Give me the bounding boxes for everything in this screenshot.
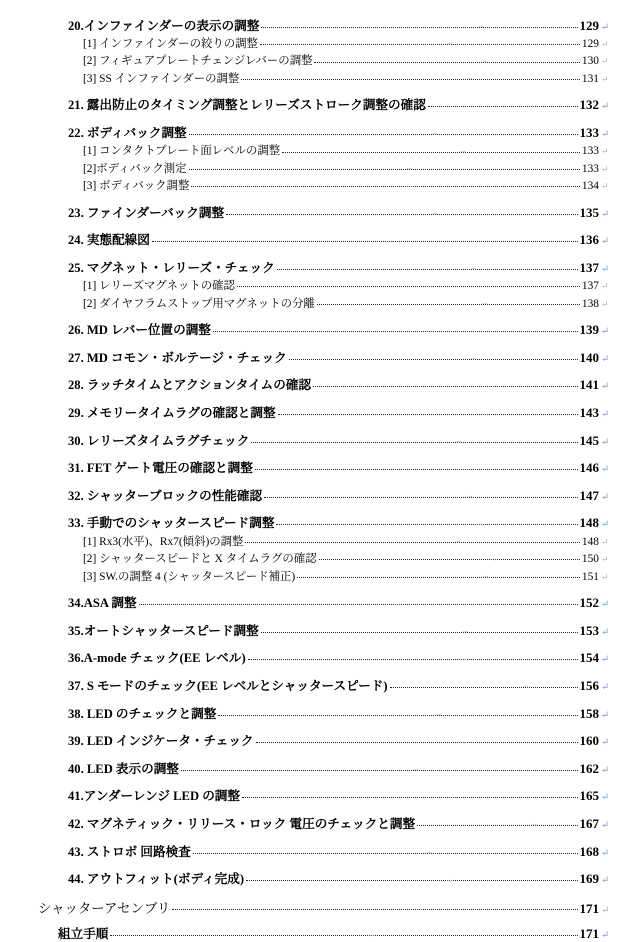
toc-entry-title: 22. ボディバック調整 <box>68 125 187 140</box>
leader-dots <box>191 186 580 187</box>
toc-entry-title: 34.ASA 調整 <box>68 596 137 611</box>
tab-arrow-icon: → <box>461 462 470 473</box>
toc-entry[interactable] <box>68 259 633 276</box>
leader-dots <box>276 524 577 525</box>
tab-arrow-icon: → <box>467 352 476 362</box>
toc-dot-leader <box>139 595 578 608</box>
leader-dots <box>237 286 580 287</box>
toc-dot-leader <box>251 432 577 445</box>
toc-page-number: 139 <box>579 322 599 338</box>
leader-dots <box>390 687 578 688</box>
toc-entry[interactable] <box>68 460 633 477</box>
toc-page-number: 135 <box>579 204 599 220</box>
toc-entry-title: 27. MD コモン・ボルテージ・チェック <box>68 350 287 365</box>
toc-entry[interactable] <box>68 595 633 612</box>
tab-arrow-icon: → <box>410 763 419 773</box>
toc-page-number: 136 <box>579 232 599 248</box>
tab-arrow-icon: → <box>476 20 485 30</box>
tab-arrow-icon: → <box>487 379 496 390</box>
toc-entry[interactable] <box>68 204 633 221</box>
tab-arrow-icon: → <box>405 179 414 190</box>
toc-page-number: 132 <box>579 97 599 113</box>
tab-arrow-icon: → <box>529 818 538 828</box>
tab-arrow-icon: → <box>464 490 473 500</box>
toc-entry-title: 組立手順 <box>58 927 109 942</box>
toc-entry-title: [2] フィギュアプレートチェンジレバーの調整 <box>83 55 313 68</box>
paragraph-return-icon: ↵ <box>601 38 609 49</box>
toc-entry[interactable] <box>83 143 633 158</box>
tab-arrow-icon: → <box>469 262 478 272</box>
toc-entry[interactable] <box>83 70 633 85</box>
toc-page-number: 134 <box>581 180 599 193</box>
toc-entry[interactable] <box>68 515 633 532</box>
toc-page-number: 152 <box>579 595 599 611</box>
toc-entry[interactable] <box>68 760 633 777</box>
toc-page-number: 154 <box>579 650 599 666</box>
toc-entry-title: 25. マグネット・レリーズ・チェック <box>68 260 275 275</box>
paragraph-return-icon: ↵ <box>601 554 609 565</box>
toc-dot-leader <box>246 871 577 884</box>
tab-arrow-icon: → <box>460 625 469 635</box>
leader-dots <box>297 577 580 578</box>
toc-entry[interactable] <box>68 622 633 639</box>
paragraph-return-icon: ↵ <box>601 847 610 859</box>
paragraph-return-icon: ↵ <box>601 409 610 421</box>
tab-arrow-icon: → <box>433 708 442 718</box>
tab-arrow-icon: → <box>479 54 488 65</box>
paragraph-return-icon: ↵ <box>601 819 610 831</box>
toc-entry-title: 33. 手動でのシャッタースピード調整 <box>68 516 275 531</box>
leader-dots <box>241 79 580 80</box>
toc-page-number: 171 <box>579 926 599 942</box>
toc-page-number: 167 <box>579 815 599 831</box>
toc-entry-title: 32. シャッターブロックの性能確認 <box>68 488 263 503</box>
toc-entry[interactable] <box>68 322 633 339</box>
toc-entry[interactable] <box>68 815 633 832</box>
leader-dots <box>260 44 580 45</box>
toc-dot-leader <box>242 788 578 801</box>
toc-entry[interactable] <box>83 278 633 293</box>
toc-dot-leader <box>261 17 577 30</box>
toc-entry-title: [3] SW.の調整 4 (シャッタースピード補正) <box>83 570 296 583</box>
toc-dot-leader <box>282 143 580 154</box>
toc-page-number: 133 <box>581 145 599 158</box>
paragraph-return-icon: ↵ <box>601 904 610 916</box>
toc-entry-title: 37. S モードのチェック(EE レベルとシャッタースピード) <box>68 678 388 693</box>
toc-dot-leader <box>417 815 577 828</box>
toc-page-number: 168 <box>579 843 599 859</box>
toc-entry-title: [3] SS インファインダーの調整 <box>83 72 240 85</box>
toc-entry[interactable] <box>68 788 633 805</box>
tab-arrow-icon: → <box>450 790 458 801</box>
toc-entry-title: 42. マグネティック・リリース・ロック 電圧のチェックと調整 <box>68 816 416 831</box>
leader-dots <box>313 386 577 387</box>
leader-dots <box>289 359 578 360</box>
paragraph-return-icon: ↵ <box>601 101 610 113</box>
tab-arrow-icon: → <box>415 902 424 913</box>
toc-dot-leader <box>241 70 580 81</box>
tab-arrow-icon: → <box>453 435 462 445</box>
tab-arrow-icon: → <box>464 72 473 82</box>
leader-dots <box>246 880 577 881</box>
tab-arrow-icon: → <box>403 162 412 172</box>
toc-dot-leader <box>226 204 577 217</box>
toc-entry[interactable] <box>68 843 633 860</box>
toc-entry-title: [2]ボディバック測定 <box>83 162 187 175</box>
toc-entry-title: 26. MD レバー位置の調整 <box>68 323 211 338</box>
toc-dot-leader <box>260 36 580 47</box>
paragraph-return-icon: ↵ <box>601 208 610 220</box>
toc-page-number: 148 <box>579 515 599 531</box>
leader-dots <box>189 169 580 170</box>
toc-dot-leader <box>152 232 578 245</box>
leader-dots <box>172 909 577 910</box>
toc-page-number: 160 <box>579 733 599 749</box>
toc-dot-leader <box>110 926 577 939</box>
tab-arrow-icon: → <box>458 652 467 663</box>
toc-entry-title: 20.インファインダーの表示の調整 <box>68 18 260 33</box>
toc-page-number: 171 <box>579 900 599 916</box>
leader-dots <box>417 825 577 826</box>
toc-page-number: 133 <box>579 124 599 140</box>
paragraph-return-icon: ↵ <box>601 436 610 448</box>
toc-dot-leader <box>256 733 578 746</box>
leader-dots <box>226 214 577 215</box>
leader-dots <box>256 742 578 743</box>
tab-arrow-icon: → <box>429 207 438 217</box>
tab-arrow-icon: → <box>445 37 454 47</box>
paragraph-return-icon: ↵ <box>601 599 610 611</box>
leader-dots <box>261 27 577 28</box>
tab-arrow-icon: → <box>393 597 402 608</box>
toc-page-number: 138 <box>581 297 599 310</box>
leader-dots <box>152 241 578 242</box>
toc-entry[interactable] <box>58 926 633 942</box>
leader-dots <box>278 414 578 415</box>
toc-entry[interactable] <box>83 551 633 566</box>
toc-entry-title: 31. FET ゲート電圧の確認と調整 <box>68 461 253 476</box>
paragraph-return-icon: ↵ <box>601 163 609 174</box>
toc-page-number: 137 <box>579 259 599 275</box>
toc-dot-leader <box>264 487 577 500</box>
paragraph-return-icon: ↵ <box>601 536 609 547</box>
leader-dots <box>110 935 577 936</box>
leader-dots <box>282 152 580 153</box>
paragraph-return-icon: ↵ <box>601 128 610 140</box>
paragraph-return-icon: ↵ <box>601 571 609 582</box>
toc-page-number: 145 <box>579 432 599 448</box>
leader-dots <box>319 559 580 560</box>
toc-entry-title: [1] レリーズマグネットの確認 <box>83 280 235 293</box>
toc-entry-title: [3] ボディバック調整 <box>83 180 190 193</box>
paragraph-return-icon: ↵ <box>601 353 610 365</box>
toc-entry[interactable] <box>68 487 633 504</box>
toc-entry[interactable] <box>68 705 633 722</box>
tab-arrow-icon: → <box>488 552 497 563</box>
toc-dot-leader <box>181 760 578 773</box>
toc-entry[interactable] <box>68 377 633 394</box>
toc-dot-leader <box>297 568 580 579</box>
leader-dots <box>242 797 578 798</box>
toc-page-number: 156 <box>579 677 599 693</box>
toc-entry[interactable] <box>83 568 633 583</box>
toc-dot-leader <box>313 377 577 390</box>
toc-dot-leader <box>390 677 578 690</box>
toc-entry[interactable] <box>68 733 633 750</box>
toc-entry-title: 35.オートシャッタースピード調整 <box>68 623 259 638</box>
leader-dots <box>428 106 578 107</box>
toc-dot-leader <box>218 705 577 718</box>
leader-dots <box>213 331 578 332</box>
paragraph-return-icon: ↵ <box>601 626 610 638</box>
paragraph-return-icon: ↵ <box>601 281 609 292</box>
paragraph-return-icon: ↵ <box>601 764 610 776</box>
leader-dots <box>317 304 580 305</box>
toc-entry[interactable] <box>68 650 633 667</box>
toc-dot-leader <box>314 53 579 64</box>
leader-dots <box>139 604 578 605</box>
toc-entry[interactable] <box>83 178 633 193</box>
toc-entry-title: [1] インファインダーの絞りの調整 <box>83 37 258 50</box>
toc-dot-leader <box>191 178 580 189</box>
toc-entry-title: 29. メモリータイムラグの確認と調整 <box>68 406 276 421</box>
toc-page-number: 137 <box>581 280 599 293</box>
leader-dots <box>261 632 578 633</box>
paragraph-return-icon: ↵ <box>601 236 610 248</box>
paragraph-return-icon: ↵ <box>601 56 609 67</box>
tab-arrow-icon: → <box>480 570 489 580</box>
toc-entry[interactable] <box>83 533 633 548</box>
leader-dots <box>189 134 578 135</box>
paragraph-return-icon: ↵ <box>601 654 610 666</box>
toc-dot-leader <box>289 349 578 362</box>
tab-arrow-icon: → <box>481 407 490 418</box>
toc-dot-leader <box>317 295 580 306</box>
paragraph-return-icon: ↵ <box>601 298 609 309</box>
toc-dot-leader <box>278 404 578 417</box>
toc-dot-leader <box>319 551 580 562</box>
toc-entry[interactable] <box>68 17 633 34</box>
toc-entry[interactable] <box>83 295 633 310</box>
toc-dot-leader <box>428 97 578 110</box>
paragraph-return-icon: ↵ <box>601 181 609 192</box>
leader-dots <box>245 542 580 543</box>
toc-entry[interactable] <box>83 36 633 51</box>
toc-entry-title: 38. LED のチェックと調整 <box>68 706 217 721</box>
toc-dot-leader <box>245 533 580 544</box>
toc-dot-leader <box>213 322 578 335</box>
toc-entry-title: [1] Rx3(水平)、Rx7(傾斜)の調整 <box>83 535 244 548</box>
leader-dots <box>248 659 578 660</box>
toc-dot-leader <box>261 622 578 635</box>
tab-arrow-icon: → <box>423 845 432 856</box>
toc-page-number: 129 <box>579 17 599 33</box>
toc-dot-leader <box>172 899 577 912</box>
toc-page-number: 141 <box>579 377 599 393</box>
paragraph-return-icon: ↵ <box>601 326 610 338</box>
toc-page-number: 162 <box>579 760 599 776</box>
toc-page-number: 130 <box>581 55 599 68</box>
toc-page-number: 150 <box>581 553 599 566</box>
toc-dot-leader <box>248 650 578 663</box>
toc-entry-title: 24. 実態配線図 <box>68 233 150 248</box>
toc-dot-leader <box>189 160 580 171</box>
tab-arrow-icon: → <box>452 535 461 545</box>
toc-page-number: 140 <box>579 349 599 365</box>
paragraph-return-icon: ↵ <box>601 146 609 157</box>
tab-arrow-icon: → <box>425 279 434 290</box>
tab-arrow-icon: → <box>526 99 535 110</box>
toc-page-number: 151 <box>581 570 599 583</box>
toc-entry[interactable] <box>68 97 633 114</box>
toc-entry[interactable] <box>68 432 633 449</box>
toc-entry[interactable] <box>68 124 633 141</box>
toc-dot-leader <box>277 259 578 272</box>
leader-dots <box>277 269 578 270</box>
tab-arrow-icon: → <box>479 297 488 307</box>
paragraph-return-icon: ↵ <box>601 519 610 531</box>
toc-entry-title: 36.A-mode チェック(EE レベル) <box>68 651 246 666</box>
toc-entry[interactable] <box>83 160 633 175</box>
toc-page-number: 131 <box>581 72 599 85</box>
toc-entry-title: 21. 露出防止のタイミング調整とレリーズストローク調整の確認 <box>68 98 426 113</box>
paragraph-return-icon: ↵ <box>601 875 610 887</box>
tab-arrow-icon: → <box>385 234 394 245</box>
tab-arrow-icon: → <box>521 680 530 690</box>
leader-dots <box>193 853 578 854</box>
toc-page-number: 146 <box>579 460 599 476</box>
tab-arrow-icon: → <box>475 517 484 528</box>
toc-dot-leader <box>237 278 580 289</box>
paragraph-return-icon: ↵ <box>601 464 610 476</box>
paragraph-return-icon: ↵ <box>601 681 610 693</box>
toc-entry-title: [1] コンタクトプレート面レベルの調整 <box>83 145 281 158</box>
toc-page-number: 129 <box>581 37 599 50</box>
toc-entry-list <box>0 17 633 942</box>
toc-entry[interactable] <box>68 871 633 888</box>
toc-page-number: 143 <box>579 405 599 421</box>
toc-entry-title: [2] ダイヤフラムストップ用マグネットの分離 <box>83 297 315 310</box>
toc-entry-title: 23. ファインダーバック調整 <box>68 205 225 220</box>
toc-entry-title: [2] シャッタースピードと X タイムラグの確認 <box>83 553 317 566</box>
paragraph-return-icon: ↵ <box>601 73 609 84</box>
leader-dots <box>251 442 577 443</box>
toc-entry-title: 39. LED インジケータ・チェック <box>68 734 254 749</box>
tab-arrow-icon: → <box>367 928 376 939</box>
leader-dots <box>264 497 577 498</box>
toc-entry[interactable] <box>68 349 633 366</box>
toc-page-number: 133 <box>581 162 599 175</box>
leader-dots <box>255 469 578 470</box>
toc-entry[interactable] <box>68 404 633 421</box>
toc-dot-leader <box>276 515 577 528</box>
tab-arrow-icon: → <box>429 127 438 137</box>
leader-dots <box>218 715 577 716</box>
toc-page-number: 153 <box>579 622 599 638</box>
toc-page-number: 165 <box>579 788 599 804</box>
toc-page-number: 147 <box>579 487 599 503</box>
toc-entry[interactable] <box>83 53 633 68</box>
toc-entry-title: 40. LED 表示の調整 <box>68 761 179 776</box>
tab-arrow-icon: → <box>457 144 466 155</box>
toc-entry-title: シャッターアセンブリ <box>38 900 171 916</box>
toc-entry-title: 44. アウトフィット(ボディ完成) <box>68 872 245 887</box>
toc-dot-leader <box>255 460 578 473</box>
paragraph-return-icon: ↵ <box>601 737 610 749</box>
toc-entry-title: 41.アンダーレンジ LED の調整 <box>68 789 240 804</box>
paragraph-return-icon: ↵ <box>601 21 610 33</box>
toc-entry[interactable] <box>68 677 633 694</box>
toc-entry-title: 30. レリーズタイムラグチェック <box>68 433 250 448</box>
toc-entry[interactable] <box>38 899 633 916</box>
toc-dot-leader <box>189 124 578 137</box>
tab-arrow-icon: → <box>458 735 467 746</box>
toc-entry[interactable] <box>68 232 633 249</box>
tab-arrow-icon: → <box>424 324 433 335</box>
leader-dots <box>181 770 578 771</box>
toc-dot-leader <box>193 843 578 856</box>
toc-page-number: 158 <box>579 705 599 721</box>
toc-entry-title: 28. ラッチタイムとアクションタイムの確認 <box>68 378 312 393</box>
paragraph-return-icon: ↵ <box>601 930 610 942</box>
tab-arrow-icon: → <box>444 873 453 884</box>
paragraph-return-icon: ↵ <box>601 381 610 393</box>
toc-page-number: 148 <box>581 535 599 548</box>
paragraph-return-icon: ↵ <box>601 709 610 721</box>
leader-dots <box>314 62 579 63</box>
toc-page-number: 169 <box>579 871 599 887</box>
paragraph-return-icon: ↵ <box>601 263 610 275</box>
paragraph-return-icon: ↵ <box>601 792 610 804</box>
toc-entry-title: 43. ストロボ 回路検査 <box>68 844 191 859</box>
paragraph-return-icon: ↵ <box>601 491 610 503</box>
